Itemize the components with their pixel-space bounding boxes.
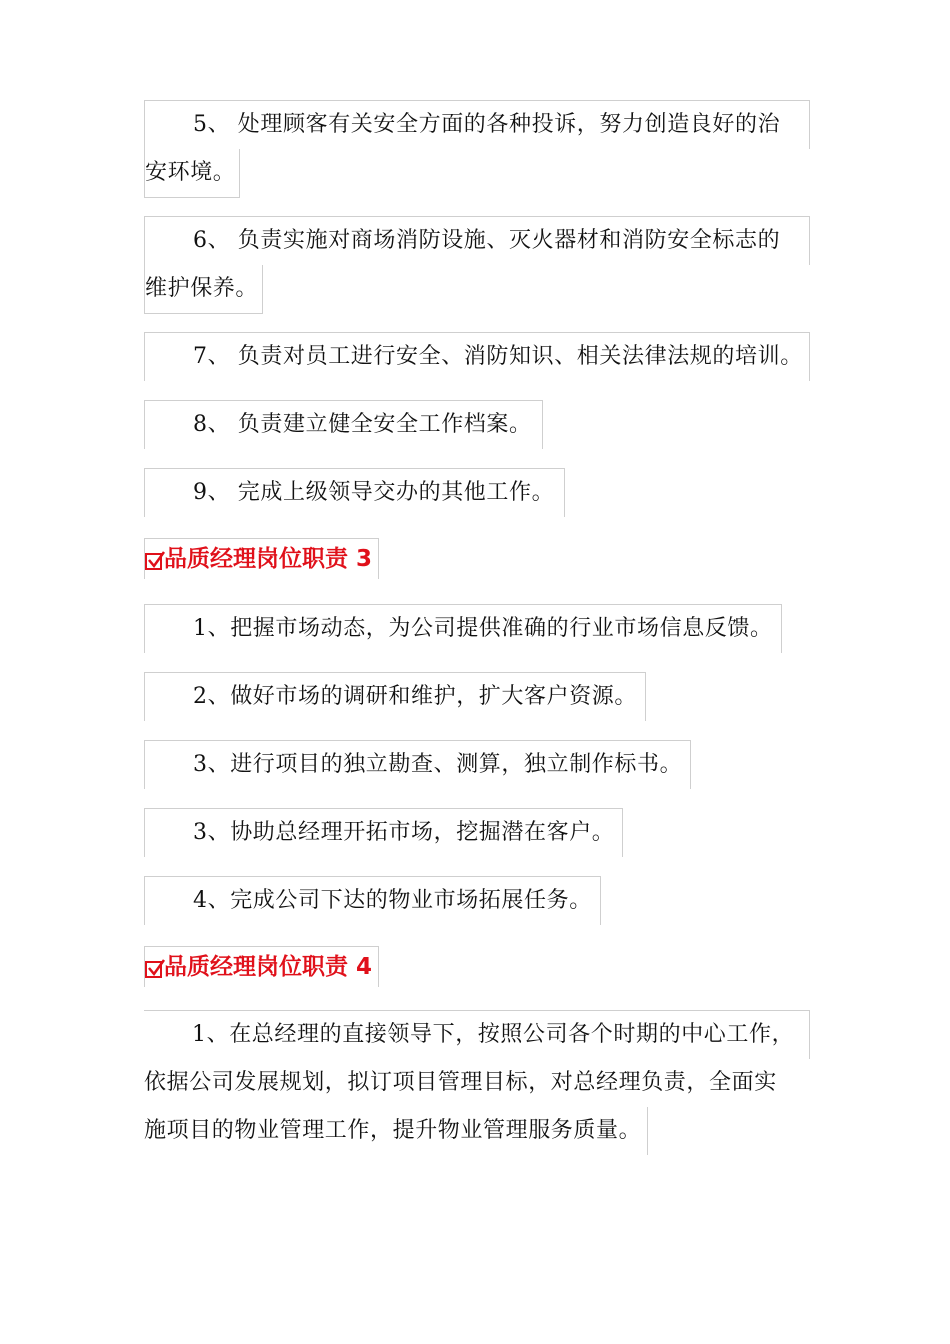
list-item-line: 2、做好市场的调研和维护，扩大客户资源。 — [144, 672, 646, 721]
list-item — [144, 216, 810, 314]
checkbox-checked-icon — [145, 961, 162, 978]
checkbox-checked-icon — [145, 553, 162, 570]
list-item-line: 3、进行项目的独立勘查、测算，独立制作标书。 — [144, 740, 691, 789]
section-heading — [144, 538, 379, 579]
list-item — [144, 400, 543, 449]
list-item-line: 5、 处理顾客有关安全方面的各种投诉，努力创造良好的治 — [144, 100, 810, 149]
list-item-line: 安环境。 — [144, 149, 240, 198]
list-item-line: 1、在总经理的直接领导下，按照公司各个时期的中心工作， — [144, 1010, 810, 1059]
list-item — [144, 876, 601, 925]
list-item — [144, 672, 646, 721]
list-item-line: 4、完成公司下达的物业市场拓展任务。 — [144, 876, 601, 925]
list-item — [144, 100, 810, 198]
list-item-line: 施项目的物业管理工作，提升物业管理服务质量。 — [144, 1107, 648, 1155]
list-item-line: 6、 负责实施对商场消防设施、灭火器材和消防安全标志的 — [144, 216, 810, 265]
section-heading — [144, 946, 379, 987]
list-item-line: 1、把握市场动态，为公司提供准确的行业市场信息反馈。 — [144, 604, 782, 653]
list-item — [144, 332, 810, 381]
list-item-line: 7、 负责对员工进行安全、消防知识、相关法律法规的培训。 — [144, 332, 810, 381]
section-title: 品质经理岗位职责 3 — [164, 546, 373, 572]
list-item-line: 8、 负责建立健全安全工作档案。 — [144, 400, 543, 449]
list-item-line: 3、协助总经理开拓市场，挖掘潜在客户。 — [144, 808, 623, 857]
list-item-line: 9、 完成上级领导交办的其他工作。 — [144, 468, 565, 517]
list-item — [144, 740, 691, 789]
list-item-line: 依据公司发展规划，拟订项目管理目标，对总经理负责，全面实 — [144, 1070, 777, 1095]
list-item — [144, 468, 565, 517]
list-item — [144, 808, 623, 857]
list-item-line: 维护保养。 — [144, 265, 263, 314]
section-title: 品质经理岗位职责 4 — [164, 954, 373, 980]
list-item — [144, 1010, 810, 1155]
list-item — [144, 604, 782, 653]
